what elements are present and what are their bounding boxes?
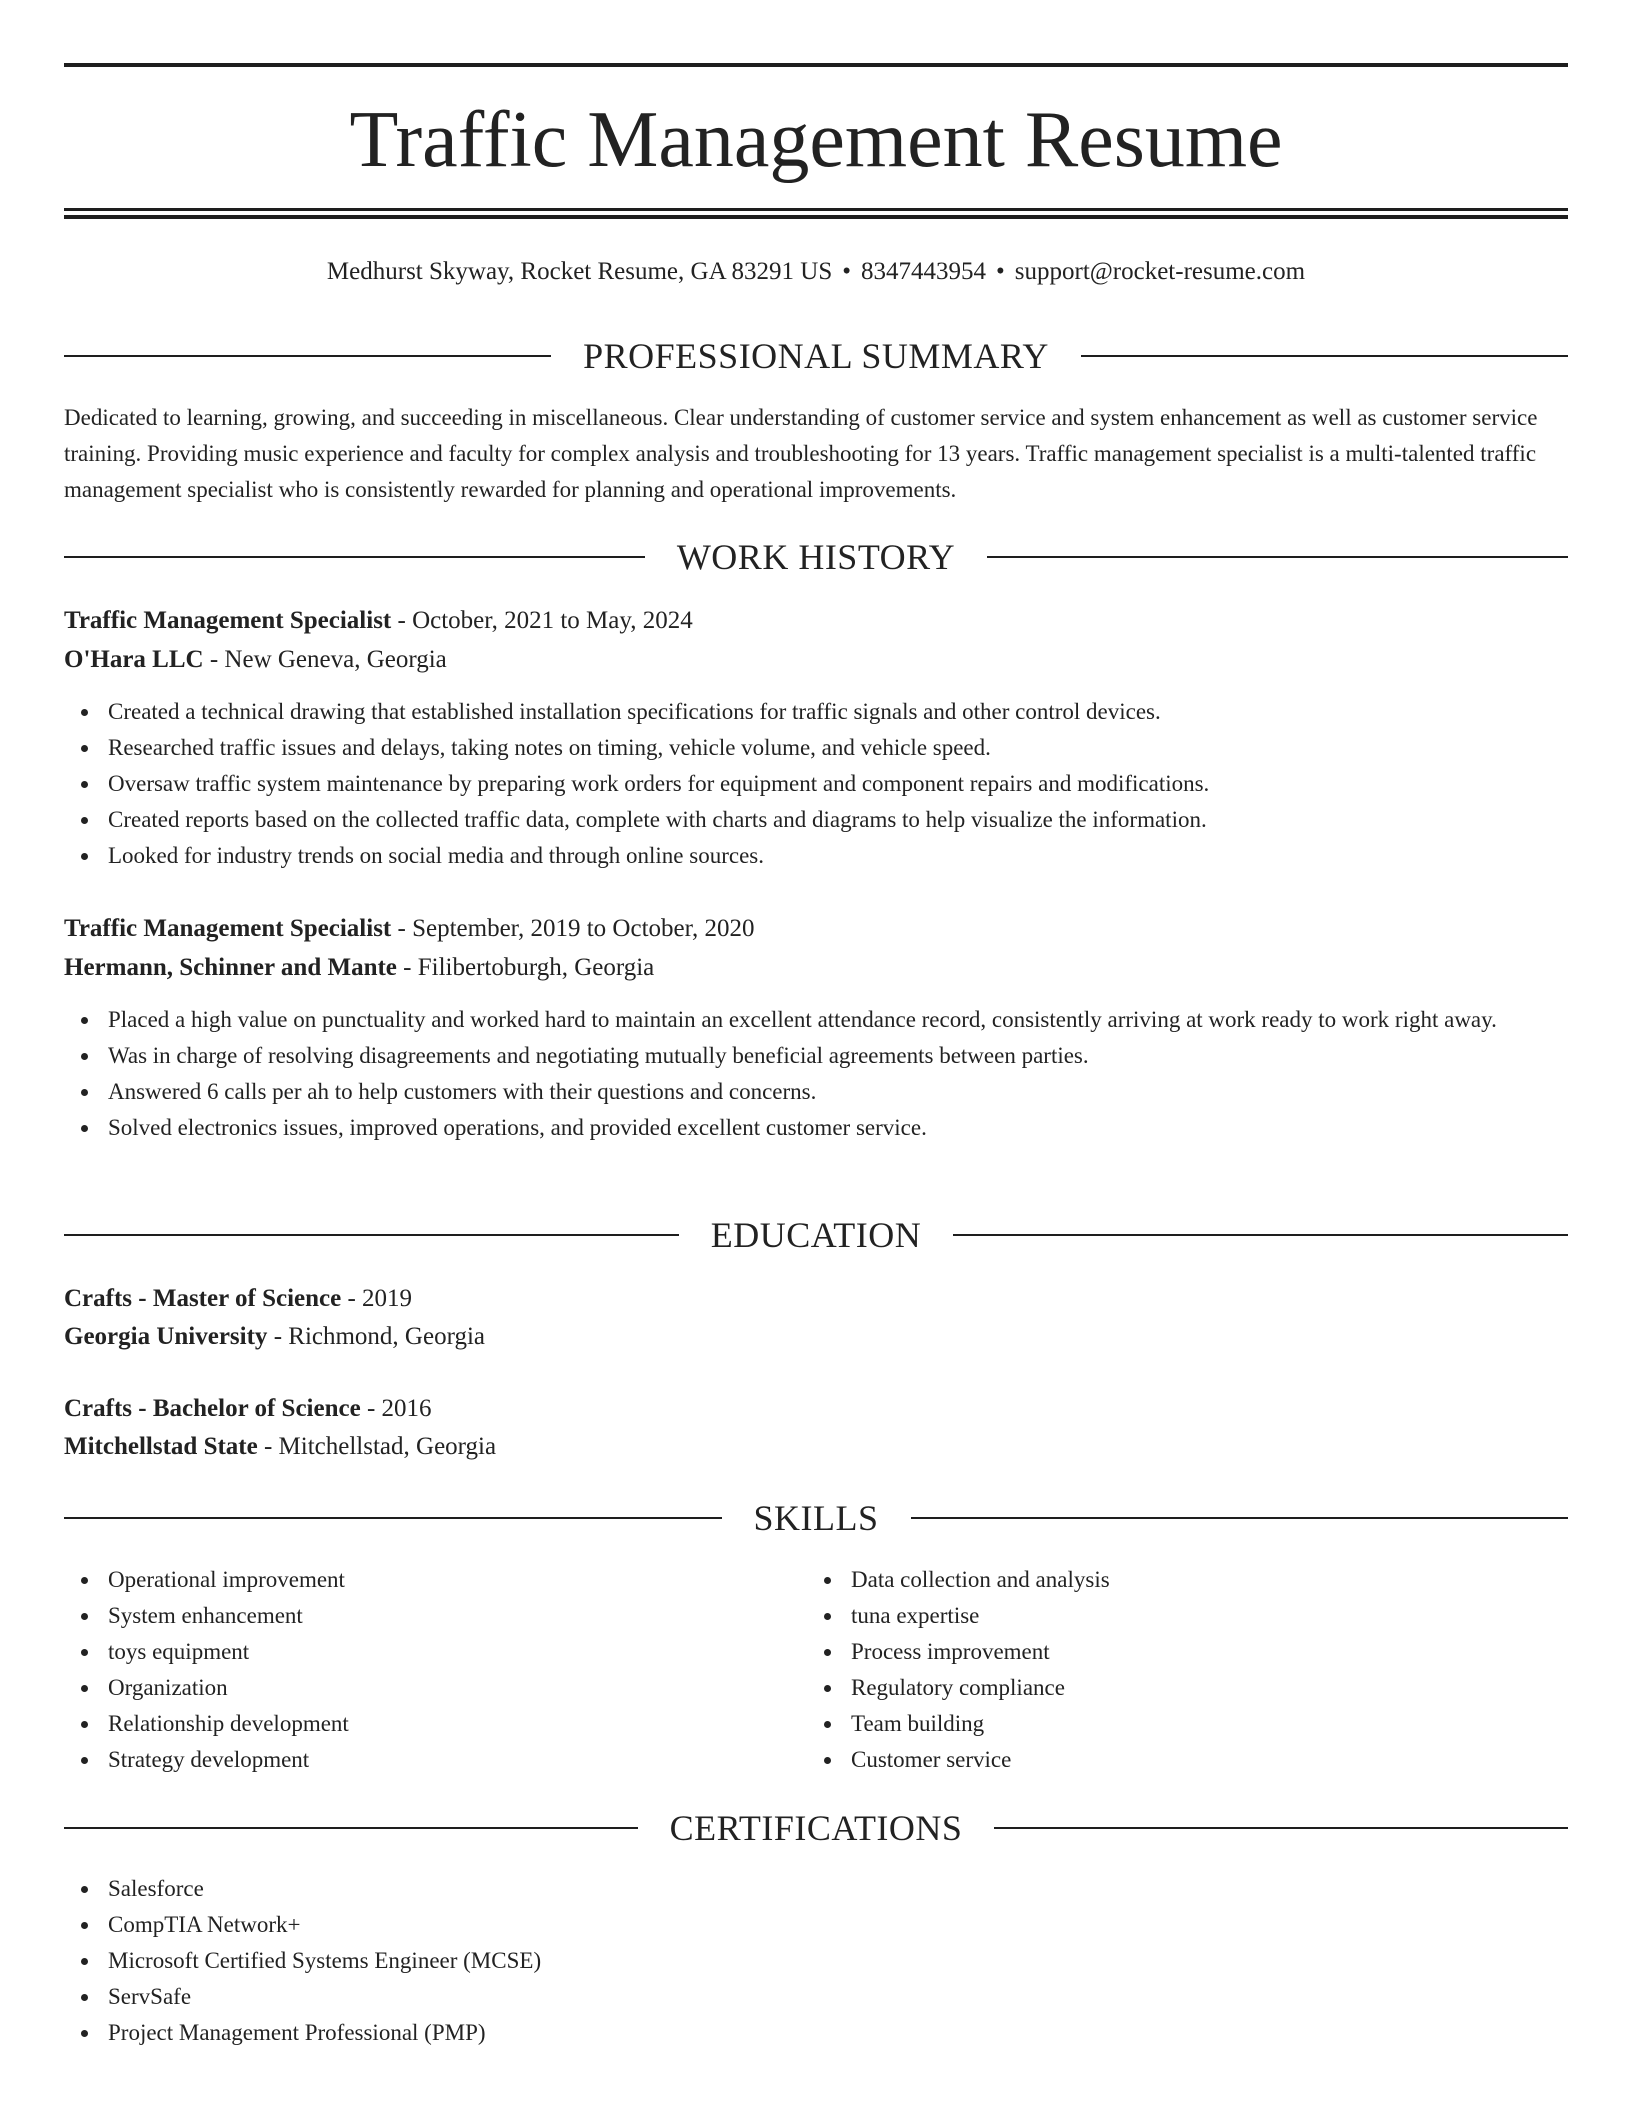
job-dates: - October, 2021 to May, 2024 <box>397 607 693 634</box>
contact-line <box>64 254 1568 290</box>
section-heading-certifications <box>64 1806 1568 1850</box>
list-item: Created reports based on the collected traffic data, complete with charts and diagrams to help visualize the information. <box>64 802 1568 838</box>
section-heading-summary <box>64 334 1568 378</box>
list-item: Researched traffic issues and delays, taking notes on timing, vehicle volume, and vehicle speed. <box>64 730 1568 766</box>
header-top-rule <box>64 63 1568 67</box>
job-location: - Filibertoburgh, Georgia <box>403 954 655 981</box>
list-item: Solved electronics issues, improved operations, and provided excellent customer service. <box>64 1110 1568 1146</box>
education-degree-line <box>64 1390 1568 1428</box>
job-bullet-list <box>64 1002 1568 1146</box>
contact-email: support@rocket-resume.com <box>1014 258 1306 285</box>
list-item: ServSafe <box>64 1979 1568 2015</box>
education-degree: Crafts - Master of Science <box>64 1285 342 1312</box>
list-item: Created a technical drawing that established installation specifications for traffic signals and other control devices. <box>64 694 1568 730</box>
heading-rule-right <box>953 1234 1568 1236</box>
list-item: Answered 6 calls per ah to help customers with their questions and concerns. <box>64 1074 1568 1110</box>
job-title: Traffic Management Specialist <box>64 607 392 634</box>
list-item: Regulatory compliance <box>807 1670 1568 1706</box>
header-rule-upper <box>64 208 1568 211</box>
education-school-line <box>64 1318 1568 1356</box>
certifications-list <box>64 1871 1568 2051</box>
contact-address: Medhurst Skyway, Rocket Resume, GA 83291 US <box>326 258 833 285</box>
skills-list-left <box>64 1562 764 1778</box>
heading-rule-right <box>994 1827 1568 1829</box>
section-heading-label: EDUCATION <box>710 1215 922 1255</box>
heading-rule-left <box>64 1517 722 1519</box>
page-title: Traffic Management Resume <box>349 96 1283 184</box>
heading-rule-left <box>64 1234 679 1236</box>
job-company-line <box>64 641 1568 679</box>
education-school: Georgia University <box>64 1323 268 1350</box>
education-location: - Mitchellstad, Georgia <box>263 1433 497 1460</box>
list-item: Was in charge of resolving disagreements and negotiating mutually beneficial agreements between parties. <box>64 1038 1568 1074</box>
skills-list-right <box>807 1562 1568 1778</box>
list-item: Microsoft Certified Systems Engineer (MCSE) <box>64 1943 1568 1979</box>
heading-rule-right <box>911 1517 1569 1519</box>
list-item: Team building <box>807 1706 1568 1742</box>
heading-rule-right <box>1081 355 1568 357</box>
job-company: Hermann, Schinner and Mante <box>64 954 397 981</box>
education-school: Mitchellstad State <box>64 1433 258 1460</box>
list-item: Oversaw traffic system maintenance by preparing work orders for equipment and component repairs and modifications. <box>64 766 1568 802</box>
contact-separator: • <box>996 258 1005 285</box>
contact-phone: 8347443954 <box>861 258 986 285</box>
section-heading-education <box>64 1213 1568 1257</box>
section-heading-label: PROFESSIONAL SUMMARY <box>583 336 1049 376</box>
list-item: System enhancement <box>64 1598 764 1634</box>
heading-rule-left <box>64 355 551 357</box>
job-title-line <box>64 910 1568 948</box>
education-degree: Crafts - Bachelor of Science <box>64 1395 361 1422</box>
list-item: Organization <box>64 1670 764 1706</box>
section-heading-work-history <box>64 535 1568 579</box>
section-heading-label: CERTIFICATIONS <box>669 1808 963 1848</box>
list-item: Placed a high value on punctuality and worked hard to maintain an excellent attendance record, consistently arriving at work ready to work right away. <box>64 1002 1568 1038</box>
list-item: Data collection and analysis <box>807 1562 1568 1598</box>
summary-text: Dedicated to learning, growing, and succeeding in miscellaneous. Clear understanding of customer service and system enhancement as well as customer service training. Providing music experience and faculty for complex analysis and troubleshooting for 13 years. Traffic management specialist is a multi-talented traffic management specialist who is consistently rewarded for planning and operational improvements. <box>64 405 1538 502</box>
list-item: Looked for industry trends on social media and through online sources. <box>64 838 1568 874</box>
job-title: Traffic Management Specialist <box>64 915 392 942</box>
job-company-line <box>64 949 1568 987</box>
list-item: Salesforce <box>64 1871 1568 1907</box>
list-item: CompTIA Network+ <box>64 1907 1568 1943</box>
header-rule-lower <box>64 215 1568 219</box>
job-dates: - September, 2019 to October, 2020 <box>397 915 755 942</box>
education-location: - Richmond, Georgia <box>273 1323 485 1350</box>
job-location: - New Geneva, Georgia <box>209 646 447 673</box>
job-bullet-list <box>64 694 1568 874</box>
section-heading-label: WORK HISTORY <box>676 537 956 577</box>
heading-rule-right <box>987 556 1568 558</box>
list-item: toys equipment <box>64 1634 764 1670</box>
list-item: Customer service <box>807 1742 1568 1778</box>
section-heading-label: SKILLS <box>753 1498 879 1538</box>
education-degree-line <box>64 1280 1568 1318</box>
section-heading-skills <box>64 1496 1568 1540</box>
list-item: Operational improvement <box>64 1562 764 1598</box>
job-title-line <box>64 602 1568 640</box>
job-company: O'Hara LLC <box>64 646 204 673</box>
list-item: tuna expertise <box>807 1598 1568 1634</box>
list-item: Project Management Professional (PMP) <box>64 2015 1568 2051</box>
heading-rule-left <box>64 556 645 558</box>
education-year: - 2019 <box>347 1285 413 1312</box>
contact-separator: • <box>842 258 851 285</box>
heading-rule-left <box>64 1827 638 1829</box>
education-year: - 2016 <box>366 1395 432 1422</box>
list-item: Relationship development <box>64 1706 764 1742</box>
list-item: Strategy development <box>64 1742 764 1778</box>
education-school-line <box>64 1428 1568 1466</box>
list-item: Process improvement <box>807 1634 1568 1670</box>
